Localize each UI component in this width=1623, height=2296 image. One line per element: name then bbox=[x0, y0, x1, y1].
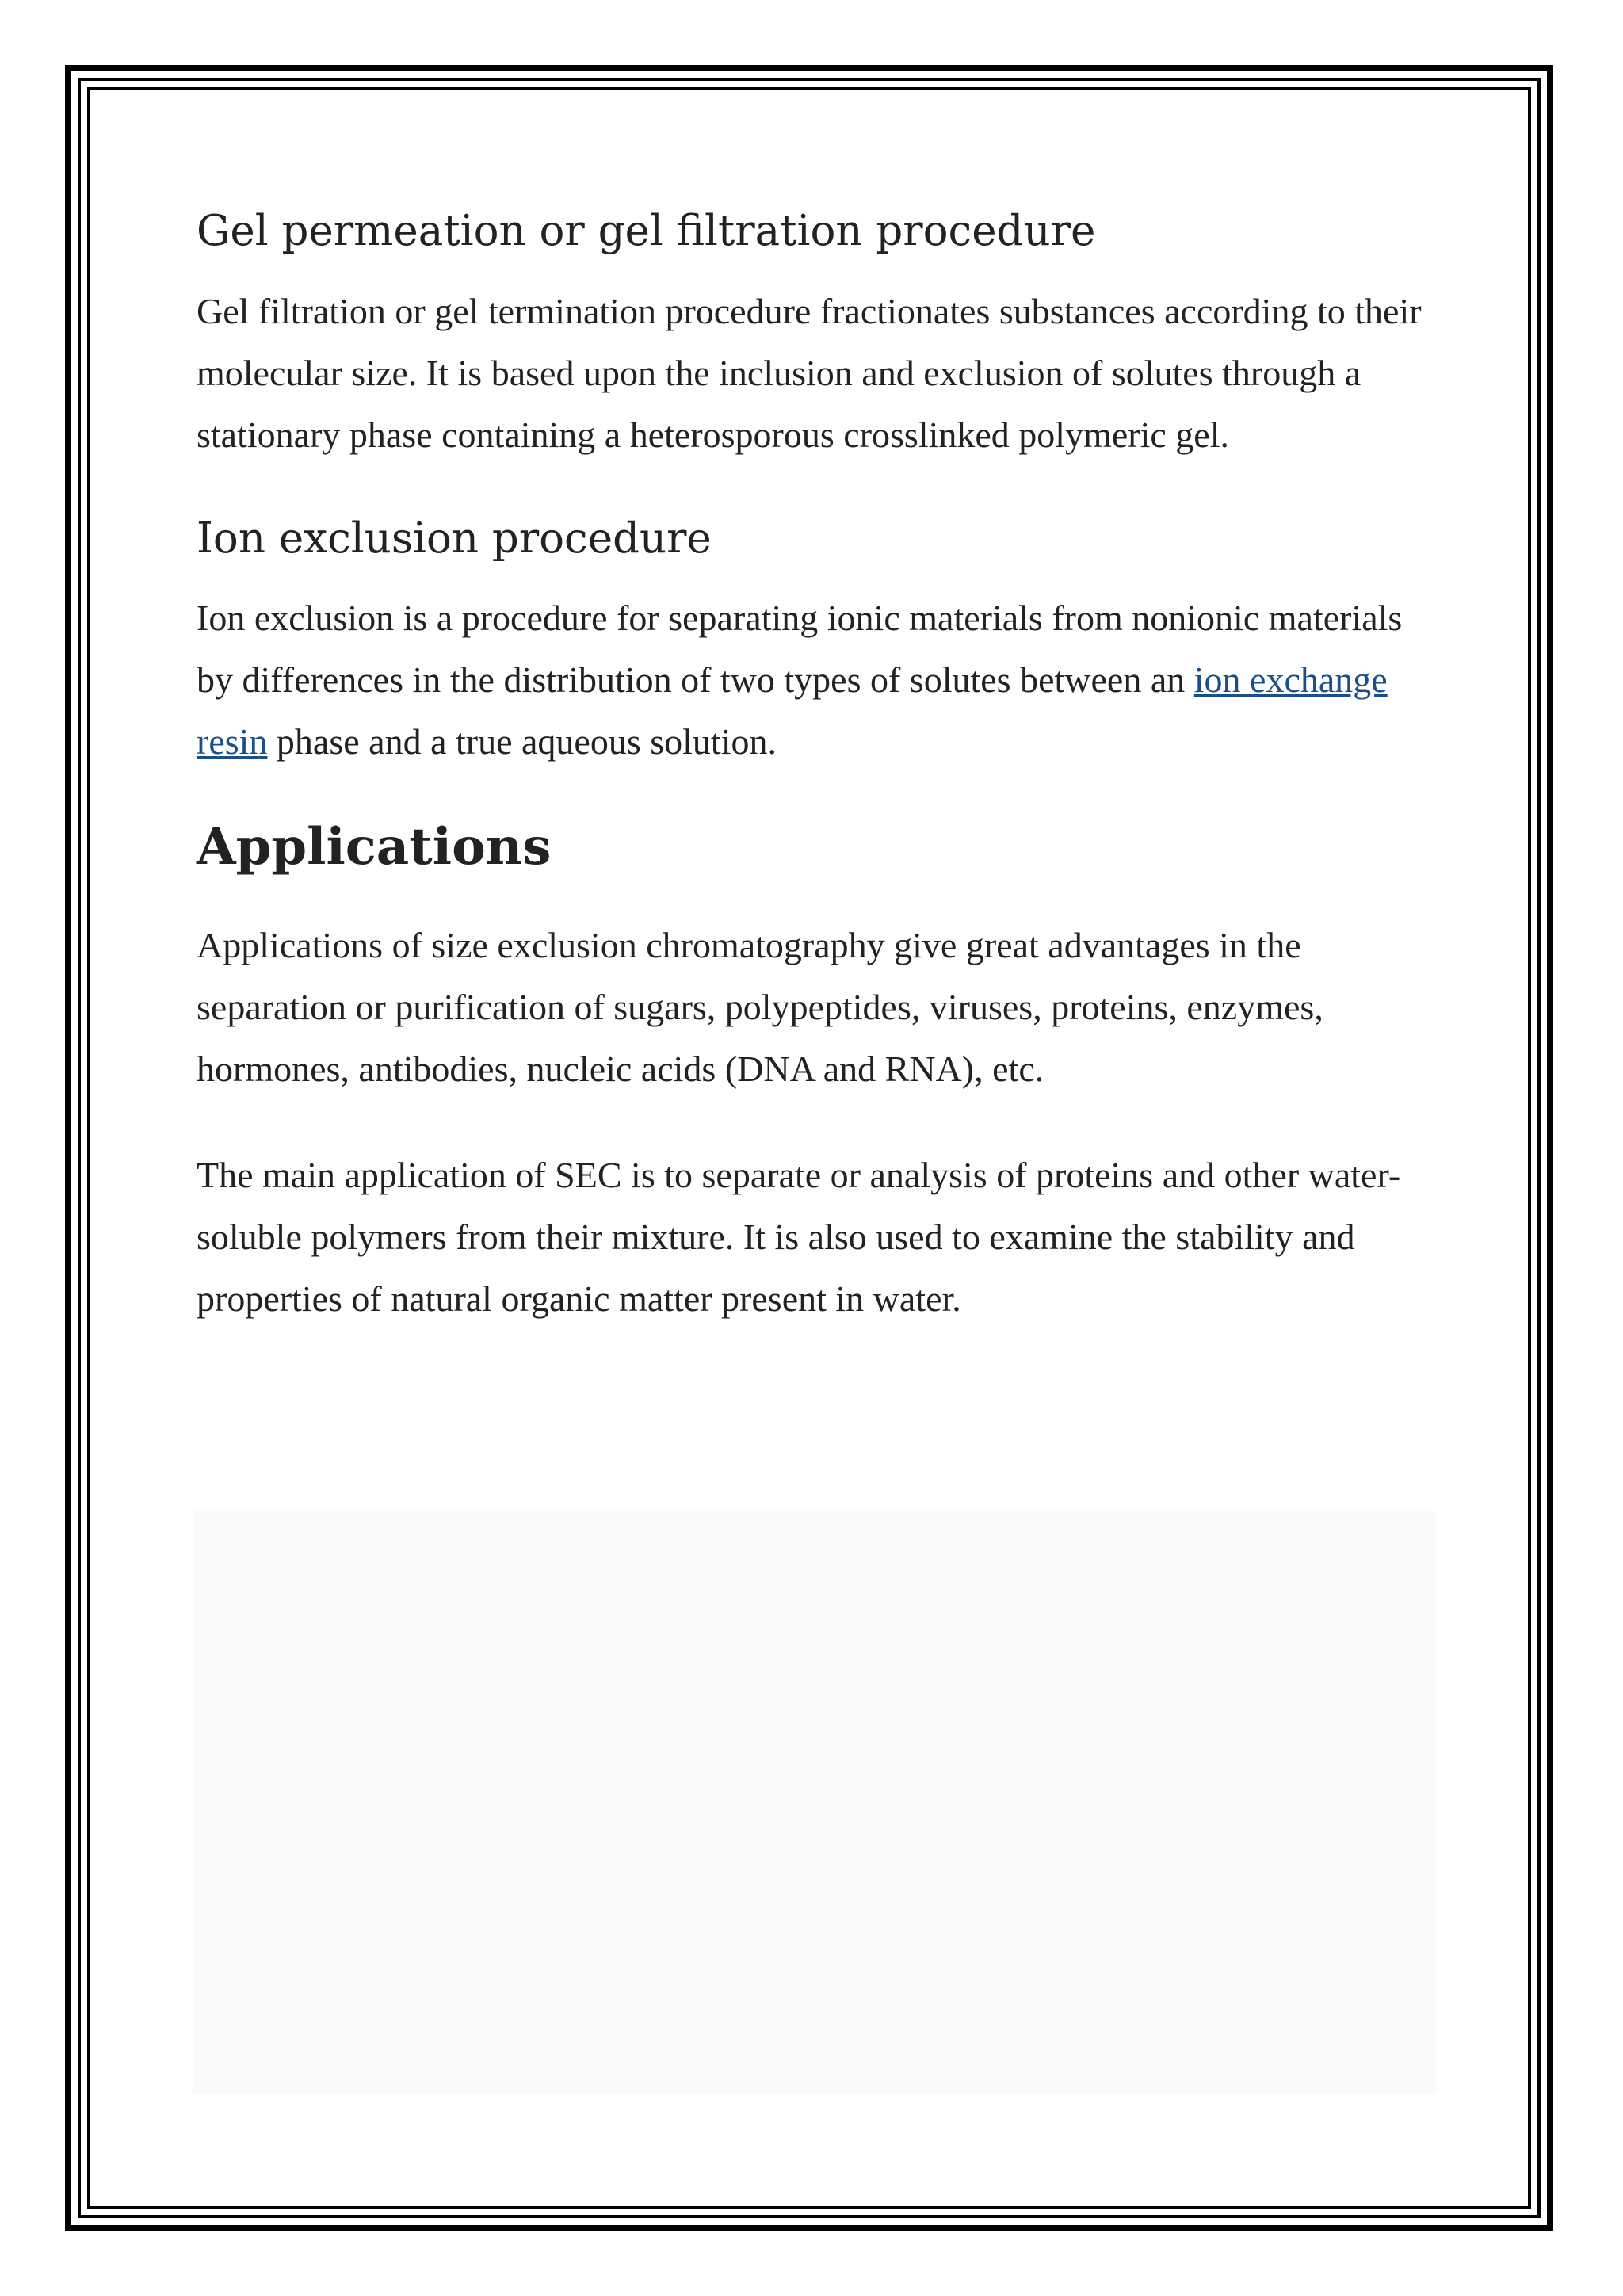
ion-exchange-resin-link[interactable]: ion exchange resin bbox=[197, 659, 1388, 762]
gel-filtration-heading: Gel permeation or gel filtration procedure bbox=[197, 207, 1096, 255]
ion-exclusion-text-after-link: phase and a true aqueous solution. bbox=[267, 721, 777, 762]
applications-paragraph-1: Applications of size exclusion chromatography give great advantages in the separation or purification of sugars, polypeptides, viruses, proteins, enzymes, hormones, antibodies, nucleic acids (DNA and RNA), etc. bbox=[197, 924, 1323, 1089]
applications-paragraph-2: The main application of SEC is to separate or analysis of proteins and other water-soluble polymers from their mixture. It is also used to examine the stability and properties of natural organic matter present in water. bbox=[197, 1154, 1401, 1319]
ion-exclusion-paragraph bbox=[197, 587, 1433, 773]
gel-filtration-paragraph: Gel filtration or gel termination procedure fractionates substances according to their molecular size. It is based upon the inclusion and exclusion of solutes through a stationary phase containing a heterosporous crosslinked polymeric gel. bbox=[197, 290, 1422, 455]
ion-exclusion-text-before-link: Ion exclusion is a procedure for separating ionic materials from nonionic materials by differences in the distribution of two types of solutes between an bbox=[197, 598, 1403, 701]
ion-exclusion-heading: Ion exclusion procedure bbox=[197, 514, 712, 563]
image-placeholder bbox=[193, 1511, 1436, 2094]
applications-heading: Applications bbox=[197, 817, 552, 877]
article-content bbox=[197, 197, 1433, 1377]
